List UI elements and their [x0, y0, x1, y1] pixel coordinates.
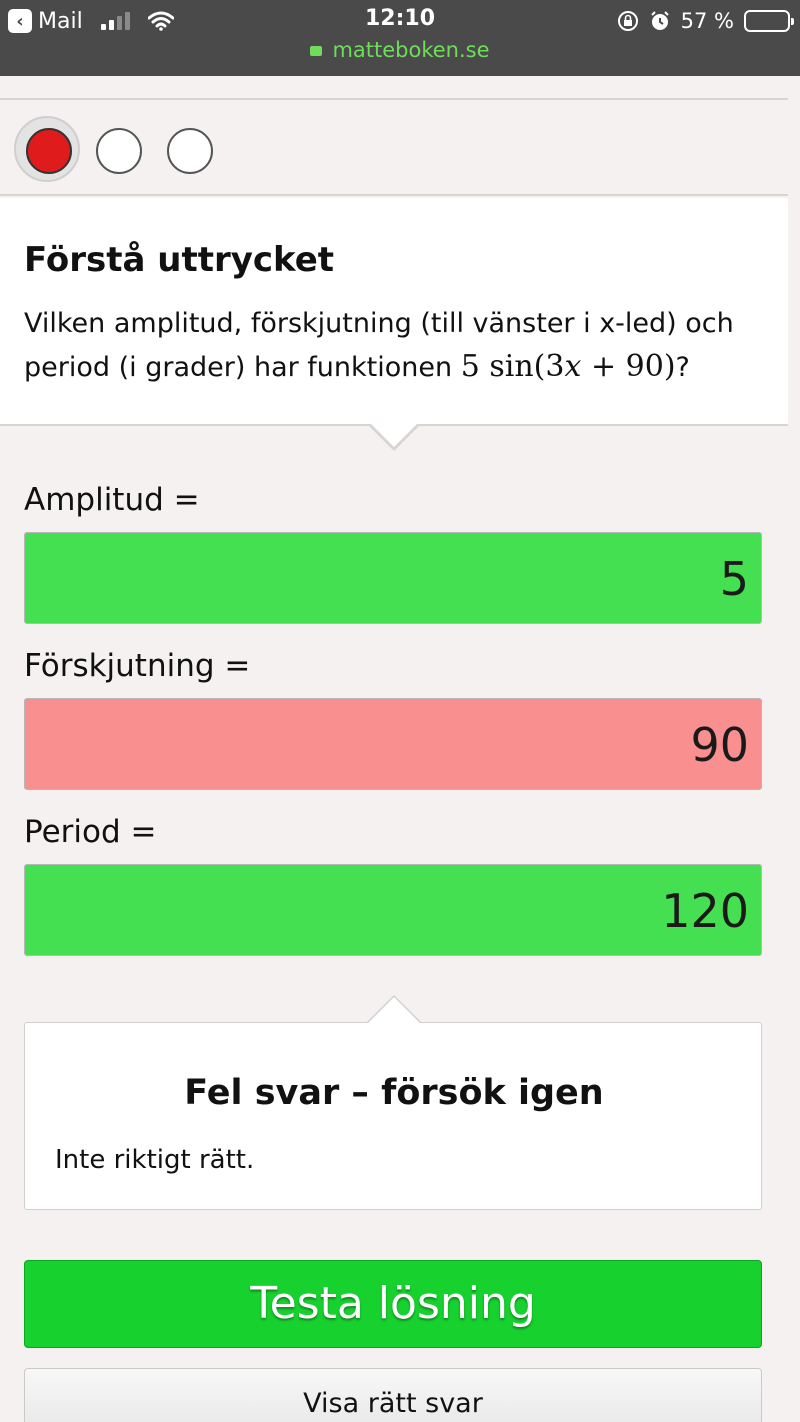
- progress-dot-2[interactable]: [96, 128, 142, 174]
- progress-dot-3[interactable]: [167, 128, 213, 174]
- period-input[interactable]: 120: [24, 864, 762, 956]
- feedback-pointer: [366, 995, 422, 1023]
- function-expression: [461, 349, 676, 384]
- feedback-title: Fel svar – försök igen: [184, 1073, 604, 1113]
- battery-percent: 57 %: [680, 9, 734, 33]
- lock-icon: [310, 46, 322, 56]
- shift-label: Förskjutning =: [24, 648, 251, 684]
- math-a: 3: [545, 349, 565, 384]
- math-b: 90: [625, 349, 664, 384]
- battery-icon: [744, 10, 790, 32]
- question-body: Vilken amplitud, förskjutning (till vänster i x-led) och period (i grader) har funktionen: [24, 308, 734, 383]
- math-open: (: [533, 349, 546, 384]
- question-title: Förstå uttrycket: [24, 240, 335, 280]
- period-label: Period =: [24, 814, 157, 850]
- alarm-icon: [649, 10, 671, 32]
- math-coef: 5: [460, 349, 480, 384]
- shift-input[interactable]: 90: [24, 698, 762, 790]
- question-card: [0, 198, 788, 426]
- status-bar-right: [617, 6, 790, 36]
- math-fn: sin: [489, 349, 534, 384]
- progress-dot-1[interactable]: [14, 116, 80, 182]
- math-plus: +: [590, 349, 617, 384]
- back-app-label[interactable]: Mail: [38, 8, 83, 34]
- question-end: ?: [675, 352, 690, 383]
- show-answer-button[interactable]: Visa rätt svar: [24, 1368, 762, 1422]
- feedback-text: Inte riktigt rätt.: [55, 1145, 255, 1175]
- amplitude-label: Amplitud =: [24, 482, 200, 518]
- status-bar: [0, 0, 800, 76]
- orientation-lock-icon: [617, 10, 639, 32]
- question-pointer: [368, 425, 420, 451]
- feedback-box: [24, 1022, 762, 1210]
- url-bar[interactable]: [0, 38, 800, 62]
- amplitude-input[interactable]: 5: [24, 532, 762, 624]
- math-var: x: [564, 349, 582, 384]
- url-text[interactable]: matteboken.se: [332, 38, 490, 62]
- progress-dots: [0, 98, 788, 196]
- back-arrow-icon[interactable]: ‹: [8, 9, 32, 33]
- question-text: [24, 302, 764, 389]
- test-solution-button[interactable]: Testa lösning: [24, 1260, 762, 1348]
- clock: 12:10: [364, 6, 436, 31]
- math-close: ): [663, 349, 676, 384]
